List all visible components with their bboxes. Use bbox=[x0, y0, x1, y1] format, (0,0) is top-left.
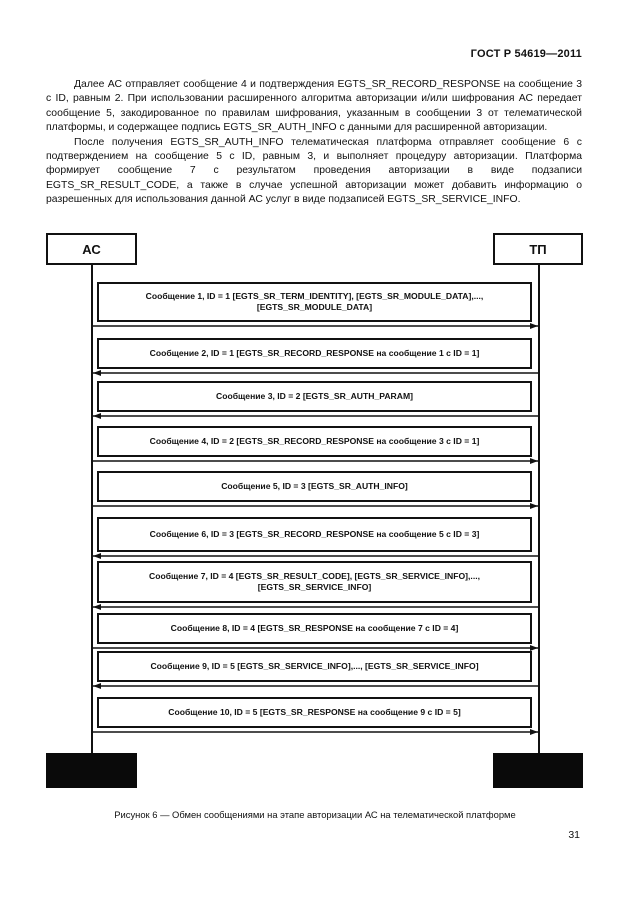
message-box-2: Сообщение 2, ID = 1 [EGTS_SR_RECORD_RESPONSE на сообщение 1 с ID = 1] bbox=[97, 338, 532, 369]
message-box-1: Сообщение 1, ID = 1 [EGTS_SR_TERM_IDENTITY], [EGTS_SR_MODULE_DATA],..., [EGTS_SR_MODULE_DATA] bbox=[97, 282, 532, 322]
message-box-7: Сообщение 7, ID = 4 [EGTS_SR_RESULT_CODE], [EGTS_SR_SERVICE_INFO],..., [EGTS_SR_SERVICE_INFO] bbox=[97, 561, 532, 603]
message-box-6: Сообщение 6, ID = 3 [EGTS_SR_RECORD_RESPONSE на сообщение 5 с ID = 3] bbox=[97, 517, 532, 552]
end-bar-tp bbox=[493, 753, 583, 788]
party-as-box: АС bbox=[46, 233, 137, 265]
message-box-10: Сообщение 10, ID = 5 [EGTS_SR_RESPONSE на сообщение 9 с ID = 5] bbox=[97, 697, 532, 728]
body-text bbox=[46, 78, 582, 208]
message-box-4: Сообщение 4, ID = 2 [EGTS_SR_RECORD_RESPONSE на сообщение 3 с ID = 1] bbox=[97, 426, 532, 457]
message-arrow-1 bbox=[93, 322, 538, 330]
message-arrow-10 bbox=[93, 728, 538, 736]
lifeline-tp bbox=[538, 265, 540, 753]
end-bar-as bbox=[46, 753, 137, 788]
message-box-9: Сообщение 9, ID = 5 [EGTS_SR_SERVICE_INFO],..., [EGTS_SR_SERVICE_INFO] bbox=[97, 651, 532, 682]
message-arrow-6 bbox=[93, 552, 538, 560]
message-box-5: Сообщение 5, ID = 3 [EGTS_SR_AUTH_INFO] bbox=[97, 471, 532, 502]
message-arrow-3 bbox=[93, 412, 538, 420]
message-arrow-9 bbox=[93, 682, 538, 690]
message-box-3: Сообщение 3, ID = 2 [EGTS_SR_AUTH_PARAM] bbox=[97, 381, 532, 412]
figure-caption: Рисунок 6 — Обмен сообщениями на этапе авторизации АС на телематической платформе bbox=[114, 809, 516, 820]
party-tp-box: ТП bbox=[493, 233, 583, 265]
message-arrow-4 bbox=[93, 457, 538, 465]
message-box-8: Сообщение 8, ID = 4 [EGTS_SR_RESPONSE на сообщение 7 с ID = 4] bbox=[97, 613, 532, 644]
document-header: ГОСТ Р 54619—2011 bbox=[470, 48, 582, 60]
page-number: 31 bbox=[568, 829, 580, 841]
paragraph-2: После получения EGTS_SR_AUTH_INFO телематическая платформа отправляет сообщение 6 с подтверждением на сообщение 5 с ID, равным 3, и выполняет процедуру авторизации. Платформа формирует сообщение 7 с результатом проведения авторизации в виде подзаписи EGTS_SR_RESULT_CODE, а также в случае успешной авторизации может добавить информацию о разрешенных для использования данной АС услуг в виде подзаписей EGTS_SR_SERVICE_INFO. bbox=[46, 136, 582, 206]
message-arrow-7 bbox=[93, 603, 538, 611]
message-arrow-2 bbox=[93, 369, 538, 377]
message-arrow-5 bbox=[93, 502, 538, 510]
paragraph-1: Далее АС отправляет сообщение 4 и подтверждения EGTS_SR_RECORD_RESPONSE на сообщение 3 с ID, равным 2. При использовании расширенного алгоритма авторизации и/или шифрования АС передает сообщение 5, закодированное по правилам шифрования, указанным в сообщении 3 от телематической платформы, и содержащее подпись EGTS_SR_AUTH_INFO с данными для расширенной авторизации. bbox=[46, 79, 582, 134]
